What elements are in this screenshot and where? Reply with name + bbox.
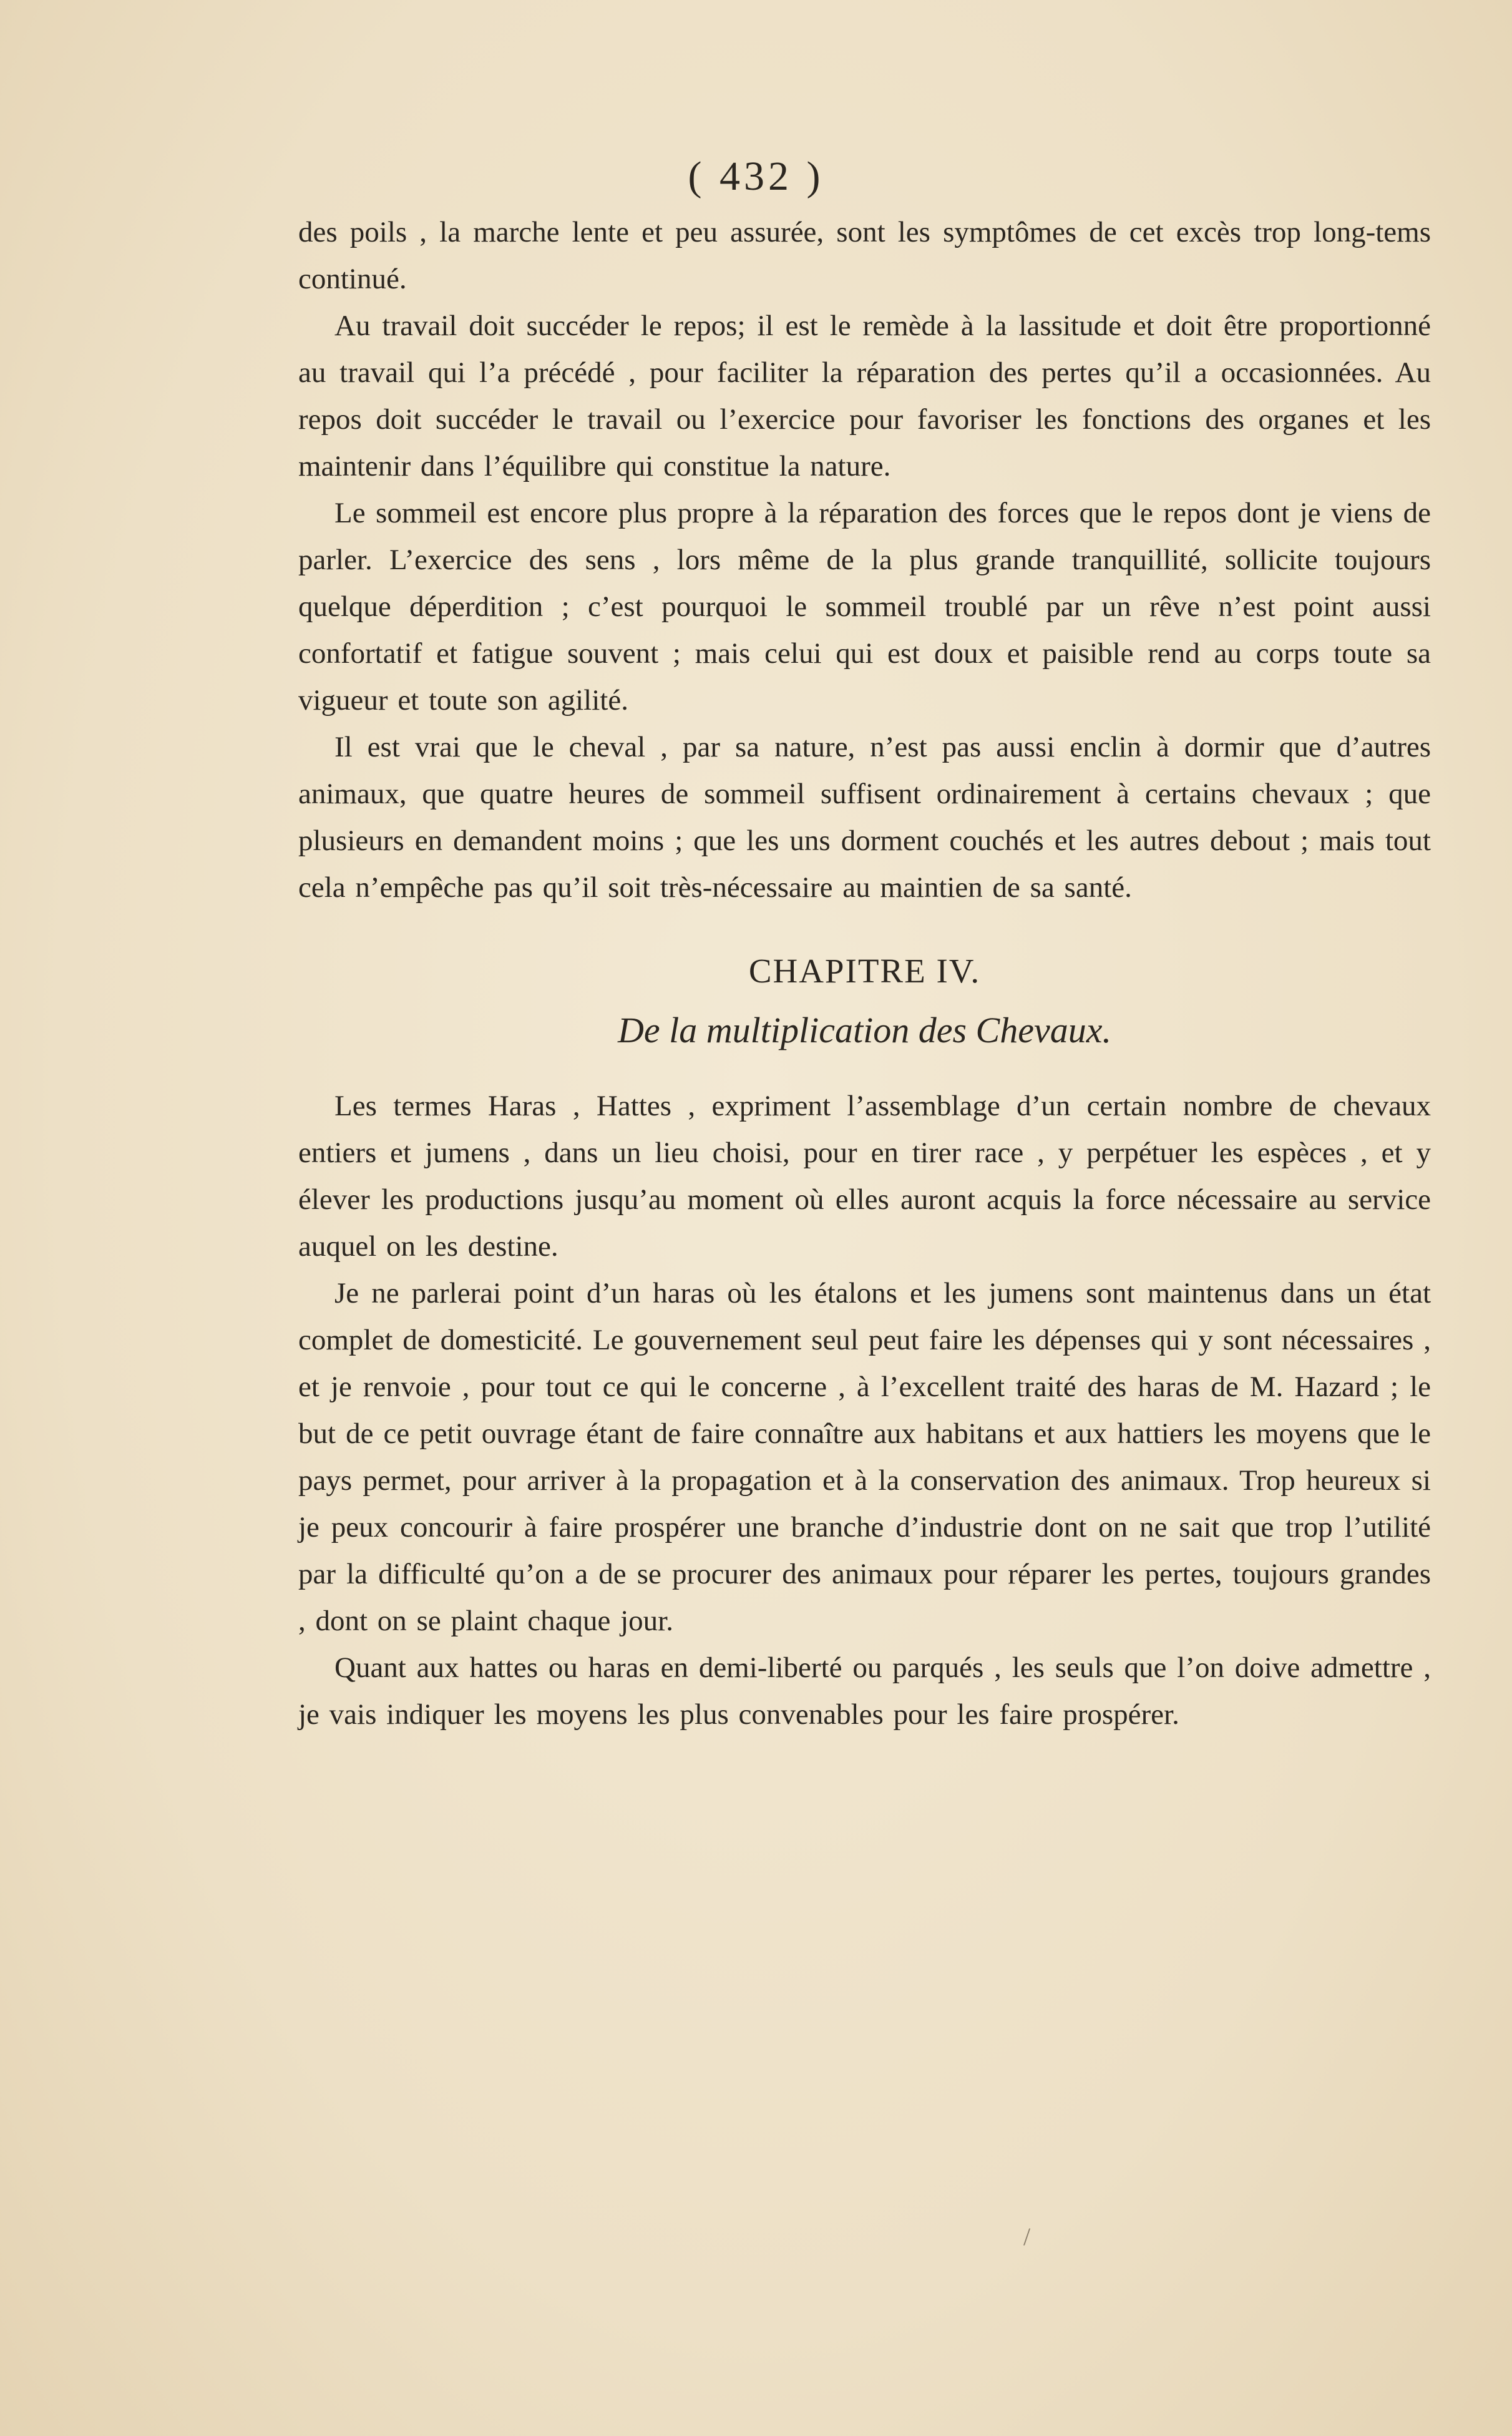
chapter-title: CHAPITRE IV.: [748, 952, 981, 990]
paragraph-sommeil: Le sommeil est encore plus propre à la réparation des forces que le repos dont je viens de parler. L’exercice des sens , lors même de la plus grande tranquillité, sollicite toujours quelque déperdition ; c’est pourquoi le sommeil troublé par un rêve n’est point aussi confortatif et fatigue souvent ; mais celui qui est doux et paisible rend au corps toute sa vigueur et toute son agilité.: [298, 497, 1431, 717]
text-column: [298, 209, 1431, 1738]
paragraph-haras: Les termes Haras , Hattes , expriment l’assemblage d’un certain nombre de chevaux entiers et jumens , dans un lieu choisi, pour en tirer race , y perpétuer les espèces , et y élever les productions jusqu’au moment où elles auront acquis la force nécessaire au service auquel on les destine.: [298, 1090, 1431, 1263]
paragraph-travail: Au travail doit succéder le repos; il est le remède à la lassitude et doit être proportionné au travail qui l’a précédé , pour faciliter la réparation des pertes qu’il a occasionnées. Au repos doit succéder le travail ou l’exercice pour favoriser les fonctions des organes et les maintenir dans l’équilibre qui constitue la nature.: [298, 310, 1431, 482]
paragraph-hattes: Quant aux hattes ou haras en demi-liberté ou parqués , les seuls que l’on doive admettre , je vais indiquer les moyens les plus convenables pour les faire prospérer.: [298, 1651, 1431, 1731]
paragraph-continuation: des poils , la marche lente et peu assurée, sont les symptômes de cet excès trop long-tems continué.: [298, 216, 1431, 295]
paragraph-domesticite: Je ne parlerai point d’un haras où les étalons et les jumens sont maintenus dans un état complet de domesticité. Le gouvernement seul peut faire les dépenses qui y sont nécessaires , et je renvoie , pour tout ce qui le concerne , à l’excellent traité des haras de M. Hazard ; le but de ce petit ouvrage étant de faire connaître aux habitans et aux hattiers les moyens que le pays permet, pour arriver à la propagation et à la conservation des animaux. Trop heureux si je peux concourir à faire prospérer une branche d’industrie dont on ne sait que trop l’utilité par la difficulté qu’on a de se procurer des animaux pour réparer les pertes, toujours grandes , dont on se plaint chaque jour.: [298, 1277, 1431, 1637]
chapter-subtitle: De la multiplication des Chevaux.: [618, 1010, 1111, 1050]
stray-pencil-mark: /: [1023, 2223, 1031, 2251]
paragraph-cheval: Il est vrai que le cheval , par sa nature, n’est pas aussi enclin à dormir que d’autres animaux, que quatre heures de sommeil suffisent ordinairement à certains chevaux ; que plusieurs en demandent moins ; que les uns dorment couchés et les autres debout ; mais tout cela n’empêche pas qu’il soit très-nécessaire au maintien de sa santé.: [298, 731, 1431, 904]
page-number: ( 432 ): [688, 154, 824, 199]
